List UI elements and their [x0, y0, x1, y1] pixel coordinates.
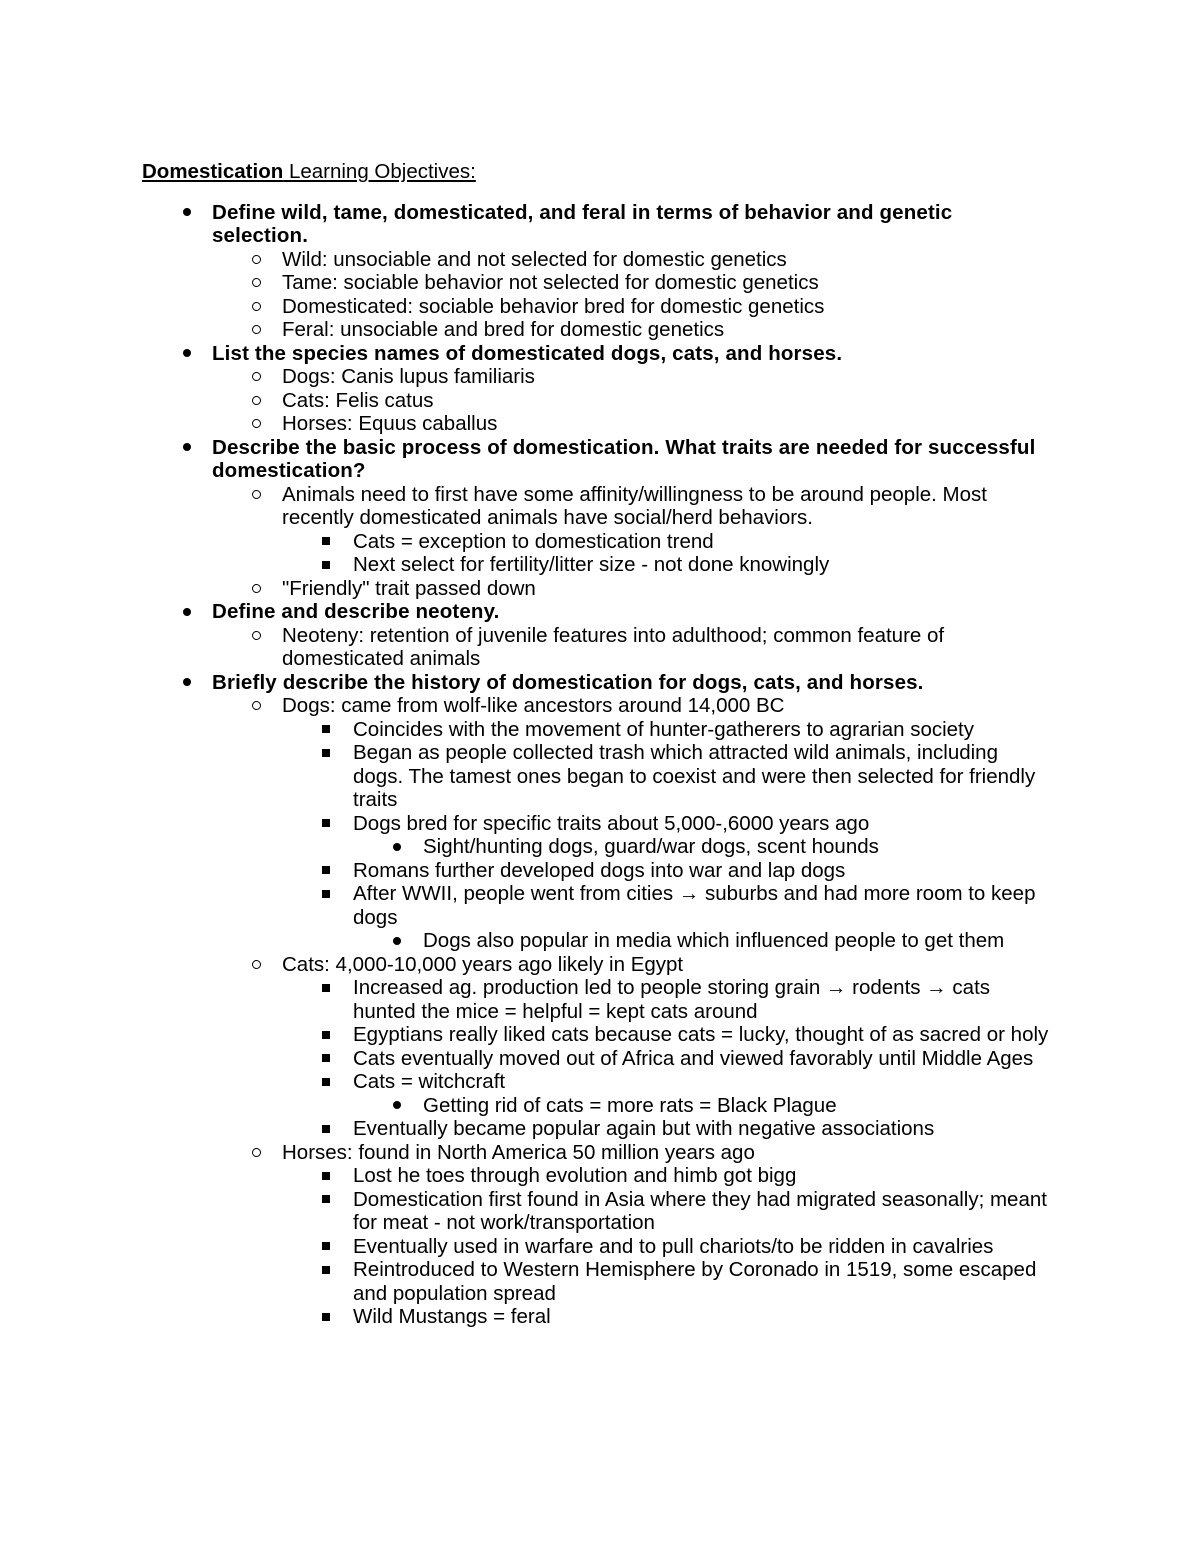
note-text: Horses: found in North America 50 million years ago	[282, 1140, 755, 1164]
list-item	[142, 929, 1052, 953]
document-page	[142, 160, 1052, 1329]
nested-list-container	[142, 929, 1052, 953]
list-item	[142, 271, 1052, 295]
list-item	[142, 859, 1052, 883]
list-item	[142, 812, 1052, 836]
bullet-square-icon	[319, 1235, 333, 1259]
level-3-list	[142, 976, 1052, 1141]
note-text: Coincides with the movement of hunter-gatherers to agrarian society	[353, 717, 975, 741]
level-2-list	[142, 624, 1052, 671]
note-text: Eventually became popular again but with negative associations	[353, 1117, 935, 1140]
objective-question: Describe the basic process of domestication. What traits are needed for successful domestication?	[212, 435, 1036, 482]
bullet-dot-icon	[180, 671, 194, 695]
bullet-dot-icon	[390, 929, 404, 953]
list-item	[142, 1235, 1052, 1259]
nested-list-container	[142, 530, 1052, 577]
note-text: After WWII, people went from cities → suburbs and had more room to keep dogs	[353, 882, 1036, 929]
level-3-list	[142, 1164, 1052, 1329]
bullet-circle-icon	[249, 365, 263, 389]
objective-answers	[142, 624, 1052, 671]
objective-question: Briefly describe the history of domestication for dogs, cats, and horses.	[212, 670, 924, 694]
objective-question: List the species names of domesticated dogs, cats, and horses.	[212, 341, 843, 365]
bullet-square-icon	[319, 1164, 333, 1188]
note-text: Egyptians really liked cats because cats = lucky, thought of as sacred or holy	[353, 1023, 1049, 1046]
objective-item	[142, 342, 1052, 366]
level-4-list	[142, 835, 1052, 859]
bullet-circle-icon	[249, 1141, 263, 1165]
bullet-dot-icon	[180, 342, 194, 366]
bullet-circle-icon	[249, 624, 263, 648]
bullet-dot-icon	[180, 436, 194, 460]
list-item	[142, 1188, 1052, 1235]
objective-answers	[142, 694, 1052, 1329]
nested-list-container	[142, 1164, 1052, 1329]
objective-question: Define and describe neoteny.	[212, 600, 500, 623]
bullet-circle-icon	[249, 248, 263, 272]
objective-item	[142, 201, 1052, 248]
note-text: Eventually used in warfare and to pull chariots/to be ridden in cavalries	[353, 1234, 994, 1258]
note-text: Cats = witchcraft	[353, 1070, 506, 1093]
objectives-list	[142, 201, 1052, 1329]
bullet-dot-icon	[390, 1094, 404, 1118]
level-4-list	[142, 1094, 1052, 1118]
level-4-list	[142, 929, 1052, 953]
level-2-list	[142, 248, 1052, 342]
level-3-list	[142, 718, 1052, 953]
list-item	[142, 1023, 1052, 1047]
bullet-square-icon	[319, 1023, 333, 1047]
note-text: Dogs: came from wolf-like ancestors around 14,000 BC	[282, 694, 785, 717]
bullet-square-icon	[319, 812, 333, 836]
list-item	[142, 624, 1052, 671]
bullet-circle-icon	[249, 318, 263, 342]
list-item	[142, 953, 1052, 977]
list-item	[142, 577, 1052, 601]
list-item	[142, 553, 1052, 577]
objective-item	[142, 436, 1052, 483]
note-text: Reintroduced to Western Hemisphere by Coronado in 1519, some escaped and population spread	[353, 1258, 1037, 1305]
list-item	[142, 248, 1052, 272]
list-item	[142, 835, 1052, 859]
bullet-circle-icon	[249, 389, 263, 413]
bullet-circle-icon	[249, 483, 263, 507]
objective-question: Define wild, tame, domesticated, and feral in terms of behavior and genetic selection.	[212, 200, 953, 247]
note-text: Horses: Equus caballus	[282, 412, 498, 435]
title-topic: Domestication	[142, 160, 284, 183]
list-item	[142, 295, 1052, 319]
list-item	[142, 1094, 1052, 1118]
list-item	[142, 694, 1052, 718]
bullet-square-icon	[319, 530, 333, 554]
list-item	[142, 318, 1052, 342]
objective-item	[142, 600, 1052, 624]
note-text: Neoteny: retention of juvenile features into adulthood; common feature of domesticated animals	[282, 623, 945, 670]
note-text: Domesticated: sociable behavior bred for domestic genetics	[282, 294, 825, 318]
nested-list-container	[142, 976, 1052, 1141]
bullet-dot-icon	[180, 201, 194, 225]
objective-answers	[142, 248, 1052, 342]
level-3-list	[142, 530, 1052, 577]
note-text: Tame: sociable behavior not selected for domestic genetics	[282, 271, 819, 294]
bullet-square-icon	[319, 1188, 333, 1212]
note-text: Wild Mustangs = feral	[353, 1305, 551, 1328]
objective-answers	[142, 365, 1052, 436]
list-item	[142, 365, 1052, 389]
list-item	[142, 1164, 1052, 1188]
objective-item	[142, 671, 1052, 695]
bullet-square-icon	[319, 1305, 333, 1329]
bullet-circle-icon	[249, 953, 263, 977]
list-item	[142, 1070, 1052, 1094]
bullet-dot-icon	[390, 835, 404, 859]
bullet-square-icon	[319, 859, 333, 883]
list-item	[142, 1117, 1052, 1141]
title-suffix: Learning Objectives:	[283, 160, 476, 183]
list-item	[142, 412, 1052, 436]
level-2-list	[142, 483, 1052, 601]
note-text: Began as people collected trash which attracted wild animals, including dogs. The tamest ones began to coexist and were then selected for friendly traits	[353, 741, 1036, 811]
document-title	[142, 160, 1052, 184]
bullet-square-icon	[319, 976, 333, 1000]
note-text: Cats eventually moved out of Africa and viewed favorably until Middle Ages	[353, 1046, 1034, 1070]
list-item	[142, 389, 1052, 413]
list-item	[142, 1141, 1052, 1165]
list-item	[142, 530, 1052, 554]
bullet-square-icon	[319, 1117, 333, 1141]
note-text: Next select for fertility/litter size - not done knowingly	[353, 553, 830, 576]
list-item	[142, 976, 1052, 1023]
note-text: Cats = exception to domestication trend	[353, 529, 714, 553]
note-text: Increased ag. production led to people storing grain → rodents → cats hunted the mice = helpful = kept cats around	[353, 976, 991, 1023]
level-2-list	[142, 694, 1052, 1329]
note-text: Wild: unsociable and not selected for domestic genetics	[282, 247, 787, 271]
note-text: Cats: Felis catus	[282, 388, 434, 412]
bullet-square-icon	[319, 718, 333, 742]
bullet-circle-icon	[249, 577, 263, 601]
list-item	[142, 1258, 1052, 1305]
bullet-circle-icon	[249, 412, 263, 436]
note-text: Animals need to first have some affinity/willingness to be around people. Most recently domesticated animals have social/herd behaviors.	[282, 482, 987, 529]
list-item	[142, 718, 1052, 742]
level-2-list	[142, 365, 1052, 436]
note-text: Domestication first found in Asia where they had migrated seasonally; meant for meat - not work/transportation	[353, 1187, 1047, 1234]
nested-list-container	[142, 718, 1052, 953]
list-item	[142, 741, 1052, 812]
nested-list-container	[142, 835, 1052, 859]
note-text: Dogs also popular in media which influenced people to get them	[423, 929, 1005, 952]
bullet-circle-icon	[249, 271, 263, 295]
bullet-circle-icon	[249, 295, 263, 319]
note-text: Dogs: Canis lupus familiaris	[282, 365, 535, 388]
note-text: Dogs bred for specific traits about 5,000-,6000 years ago	[353, 811, 870, 835]
note-text: Sight/hunting dogs, guard/war dogs, scent hounds	[423, 835, 879, 858]
note-text: Feral: unsociable and bred for domestic genetics	[282, 318, 725, 341]
note-text: Getting rid of cats = more rats = Black Plague	[423, 1093, 837, 1117]
note-text: Lost he toes through evolution and himb got bigg	[353, 1164, 797, 1187]
list-item	[142, 882, 1052, 929]
note-text: "Friendly" trait passed down	[282, 576, 536, 600]
bullet-circle-icon	[249, 694, 263, 718]
bullet-square-icon	[319, 1047, 333, 1071]
note-text: Cats: 4,000-10,000 years ago likely in Egypt	[282, 952, 684, 976]
bullet-square-icon	[319, 1070, 333, 1094]
bullet-square-icon	[319, 553, 333, 577]
note-text: Romans further developed dogs into war and lap dogs	[353, 858, 846, 882]
list-item	[142, 1047, 1052, 1071]
bullet-square-icon	[319, 1258, 333, 1282]
list-item	[142, 1305, 1052, 1329]
bullet-dot-icon	[180, 600, 194, 624]
list-item	[142, 483, 1052, 530]
nested-list-container	[142, 1094, 1052, 1118]
bullet-square-icon	[319, 882, 333, 906]
objective-answers	[142, 483, 1052, 601]
bullet-square-icon	[319, 741, 333, 765]
